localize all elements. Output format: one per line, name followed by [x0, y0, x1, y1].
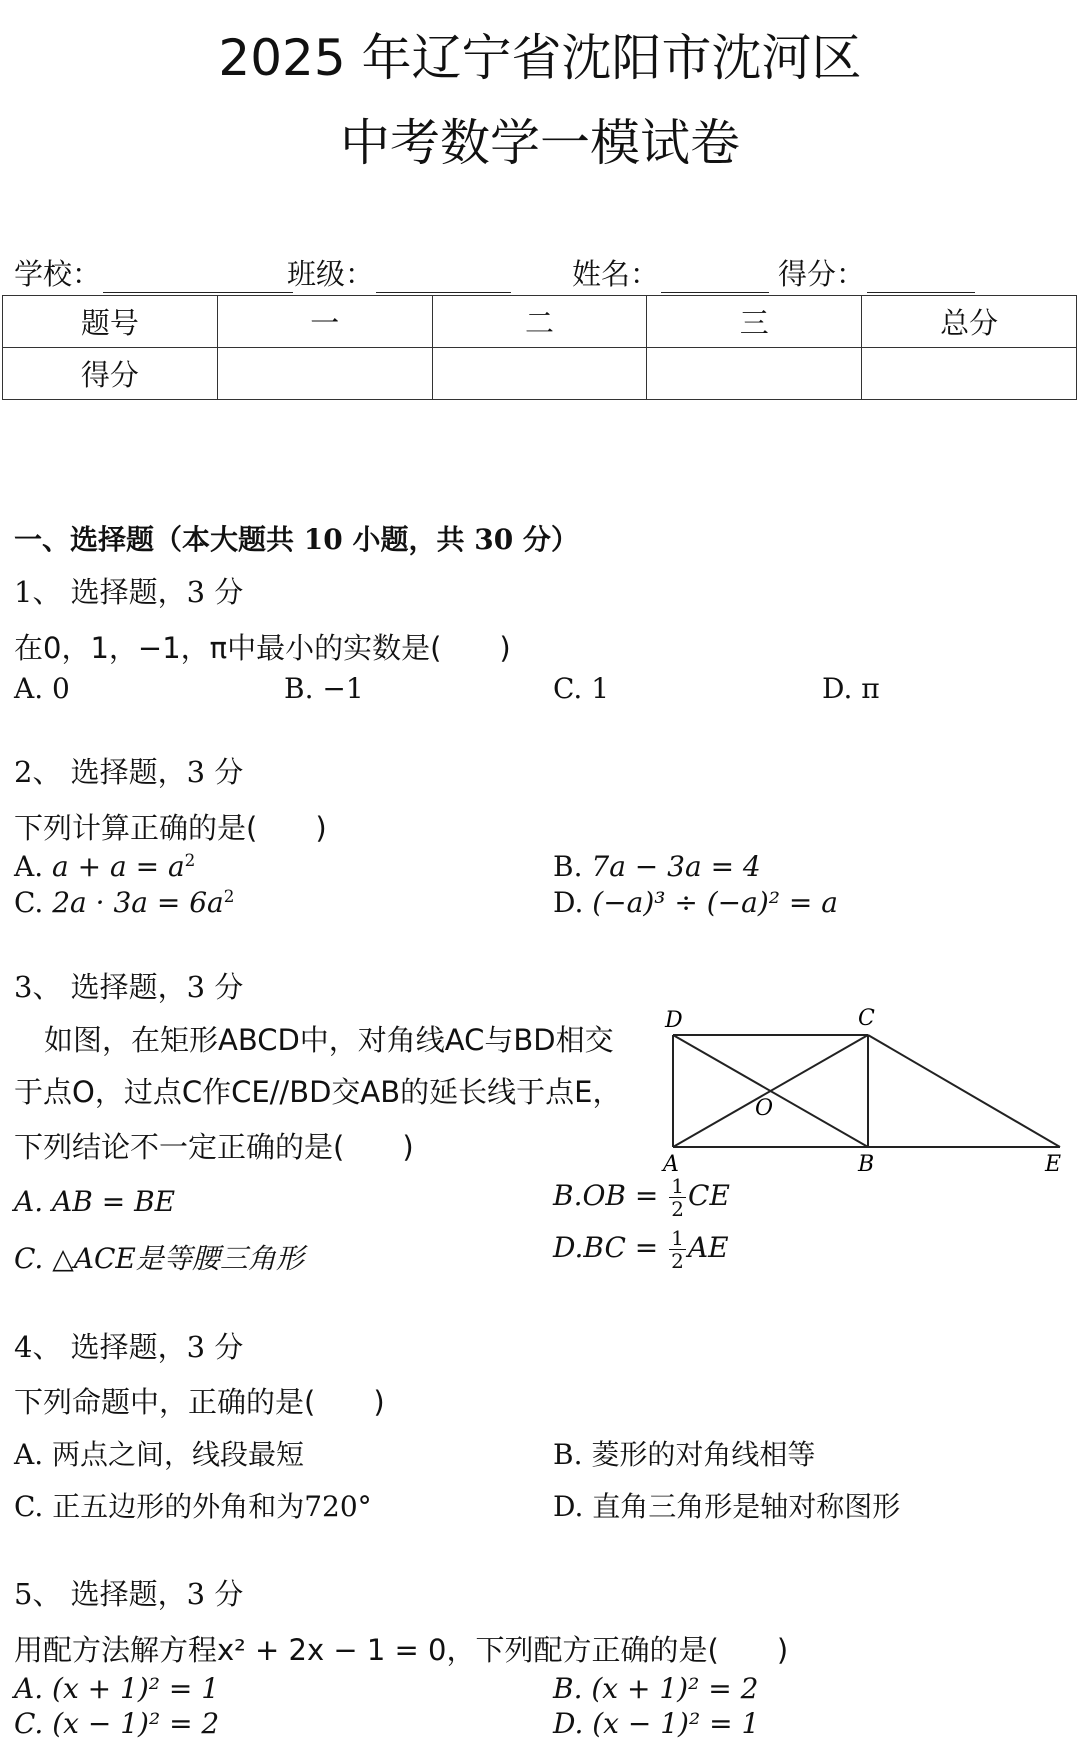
point-label-a: A — [663, 1152, 679, 1177]
score-label: 得分： — [778, 257, 866, 291]
question-header: 5、 选择题，3 分 — [14, 1577, 244, 1611]
option-expression: a + a = a — [52, 850, 185, 883]
option-d[interactable] — [553, 886, 838, 919]
option-a[interactable]: A. AB = BE — [14, 1185, 176, 1218]
score-table-cell: 总分 — [862, 296, 1077, 348]
question-stem-line3: 下列结论不一定正确的是( ) — [14, 1130, 414, 1164]
option-expression: B.OB = — [553, 1179, 659, 1212]
score-table-cell: 得分 — [3, 348, 218, 400]
question-stem: 下列命题中，正确的是( ) — [14, 1385, 385, 1419]
school-field[interactable] — [14, 252, 293, 293]
option-c[interactable]: C. △ACE是等腰三角形 — [14, 1242, 304, 1275]
class-label: 班级： — [287, 257, 375, 291]
question-header: 2、 选择题，3 分 — [14, 755, 244, 789]
score-table-header-row — [3, 296, 1077, 348]
option-d[interactable] — [553, 1227, 729, 1272]
segment-ce — [868, 1035, 1060, 1147]
school-blank[interactable] — [103, 262, 293, 293]
question-stem-line2: 于点O，过点C作CE//BD交AB的延长线于点E， — [14, 1075, 622, 1109]
name-label: 姓名： — [572, 257, 660, 291]
point-label-b: B — [858, 1152, 875, 1177]
exponent: 2 — [184, 849, 196, 870]
point-label-e: E — [1045, 1152, 1062, 1177]
option-expression: 7a − 3a = 4 — [591, 850, 761, 883]
option-b[interactable]: B. −1 — [284, 672, 364, 705]
option-c[interactable]: C. (x − 1)² = 2 — [14, 1707, 220, 1740]
question-stem-line1: 如图，在矩形ABCD中，对角线AC与BD相交 — [44, 1023, 614, 1057]
question-stem: 下列计算正确的是( ) — [14, 811, 327, 845]
class-field[interactable] — [287, 252, 511, 293]
score-blank[interactable] — [867, 262, 975, 293]
fraction-one-half: $\frac{1}{2}$ — [671, 1174, 685, 1221]
point-label-c: C — [858, 1006, 875, 1031]
option-a[interactable]: A. (x + 1)² = 1 — [14, 1672, 220, 1705]
student-info-row — [14, 252, 1074, 292]
score-entry-cell[interactable] — [647, 348, 862, 400]
option-c[interactable] — [14, 886, 234, 919]
exam-title-line1: 2025 年辽宁省沈阳市沈河区 — [218, 29, 862, 87]
question-stem: 用配方法解方程x² + 2x − 1 = 0，下列配方正确的是( ) — [14, 1633, 789, 1667]
question-header: 1、 选择题，3 分 — [14, 575, 244, 609]
rectangle-figure — [655, 1005, 1080, 1180]
option-expression: CE — [688, 1179, 730, 1212]
question-stem: 在0，1，−1，π中最小的实数是( ) — [14, 631, 511, 665]
score-entry-cell[interactable] — [432, 348, 647, 400]
option-label: A. — [14, 850, 44, 883]
question-header: 3、 选择题，3 分 — [14, 970, 244, 1004]
exponent: 2 — [223, 885, 235, 906]
score-table-cell: 题号 — [3, 296, 218, 348]
option-a[interactable]: A. 两点之间，线段最短 — [14, 1438, 305, 1471]
option-expression: AE — [687, 1231, 729, 1264]
score-table — [2, 295, 1077, 400]
option-b[interactable]: B. (x + 1)² = 2 — [553, 1672, 759, 1705]
option-d[interactable]: D. π — [822, 672, 880, 705]
option-c[interactable]: C. 1 — [553, 672, 610, 705]
question-header: 4、 选择题，3 分 — [14, 1330, 244, 1364]
fraction-one-half: $\frac{1}{2}$ — [671, 1226, 684, 1273]
option-a[interactable] — [14, 850, 195, 883]
score-table-score-row — [3, 348, 1077, 400]
class-blank[interactable] — [376, 262, 511, 293]
score-table-cell: 二 — [432, 296, 647, 348]
option-expression: (−a)³ ÷ (−a)² = a — [592, 886, 838, 919]
point-label-d: D — [665, 1008, 683, 1033]
score-table-cell: 三 — [647, 296, 862, 348]
name-field[interactable] — [572, 252, 769, 293]
option-expression: D.BC = — [553, 1231, 659, 1264]
option-expression: 2a · 3a = 6a — [52, 886, 224, 919]
option-label: B. — [553, 850, 583, 883]
option-d[interactable]: D. 直角三角形是轴对称图形 — [553, 1490, 901, 1523]
score-field[interactable] — [778, 252, 975, 293]
option-c[interactable]: C. 正五边形的外角和为720° — [14, 1490, 372, 1523]
option-b[interactable] — [553, 850, 761, 883]
option-label: D. — [553, 886, 584, 919]
option-label: C. — [14, 886, 44, 919]
exam-title-line2: 中考数学一模试卷 — [340, 114, 740, 172]
option-a[interactable]: A. 0 — [14, 672, 70, 705]
school-label: 学校： — [14, 257, 102, 291]
score-table-cell: 一 — [217, 296, 432, 348]
option-d[interactable]: D. (x − 1)² = 1 — [553, 1707, 760, 1740]
section-title: 一、选择题（本大题共 10 小题，共 30 分） — [14, 523, 579, 556]
score-entry-cell[interactable] — [862, 348, 1077, 400]
point-label-o: O — [755, 1096, 774, 1121]
score-entry-cell[interactable] — [217, 348, 432, 400]
option-b[interactable]: B. 菱形的对角线相等 — [553, 1438, 816, 1471]
option-b[interactable] — [553, 1175, 730, 1220]
name-blank[interactable] — [661, 262, 769, 293]
